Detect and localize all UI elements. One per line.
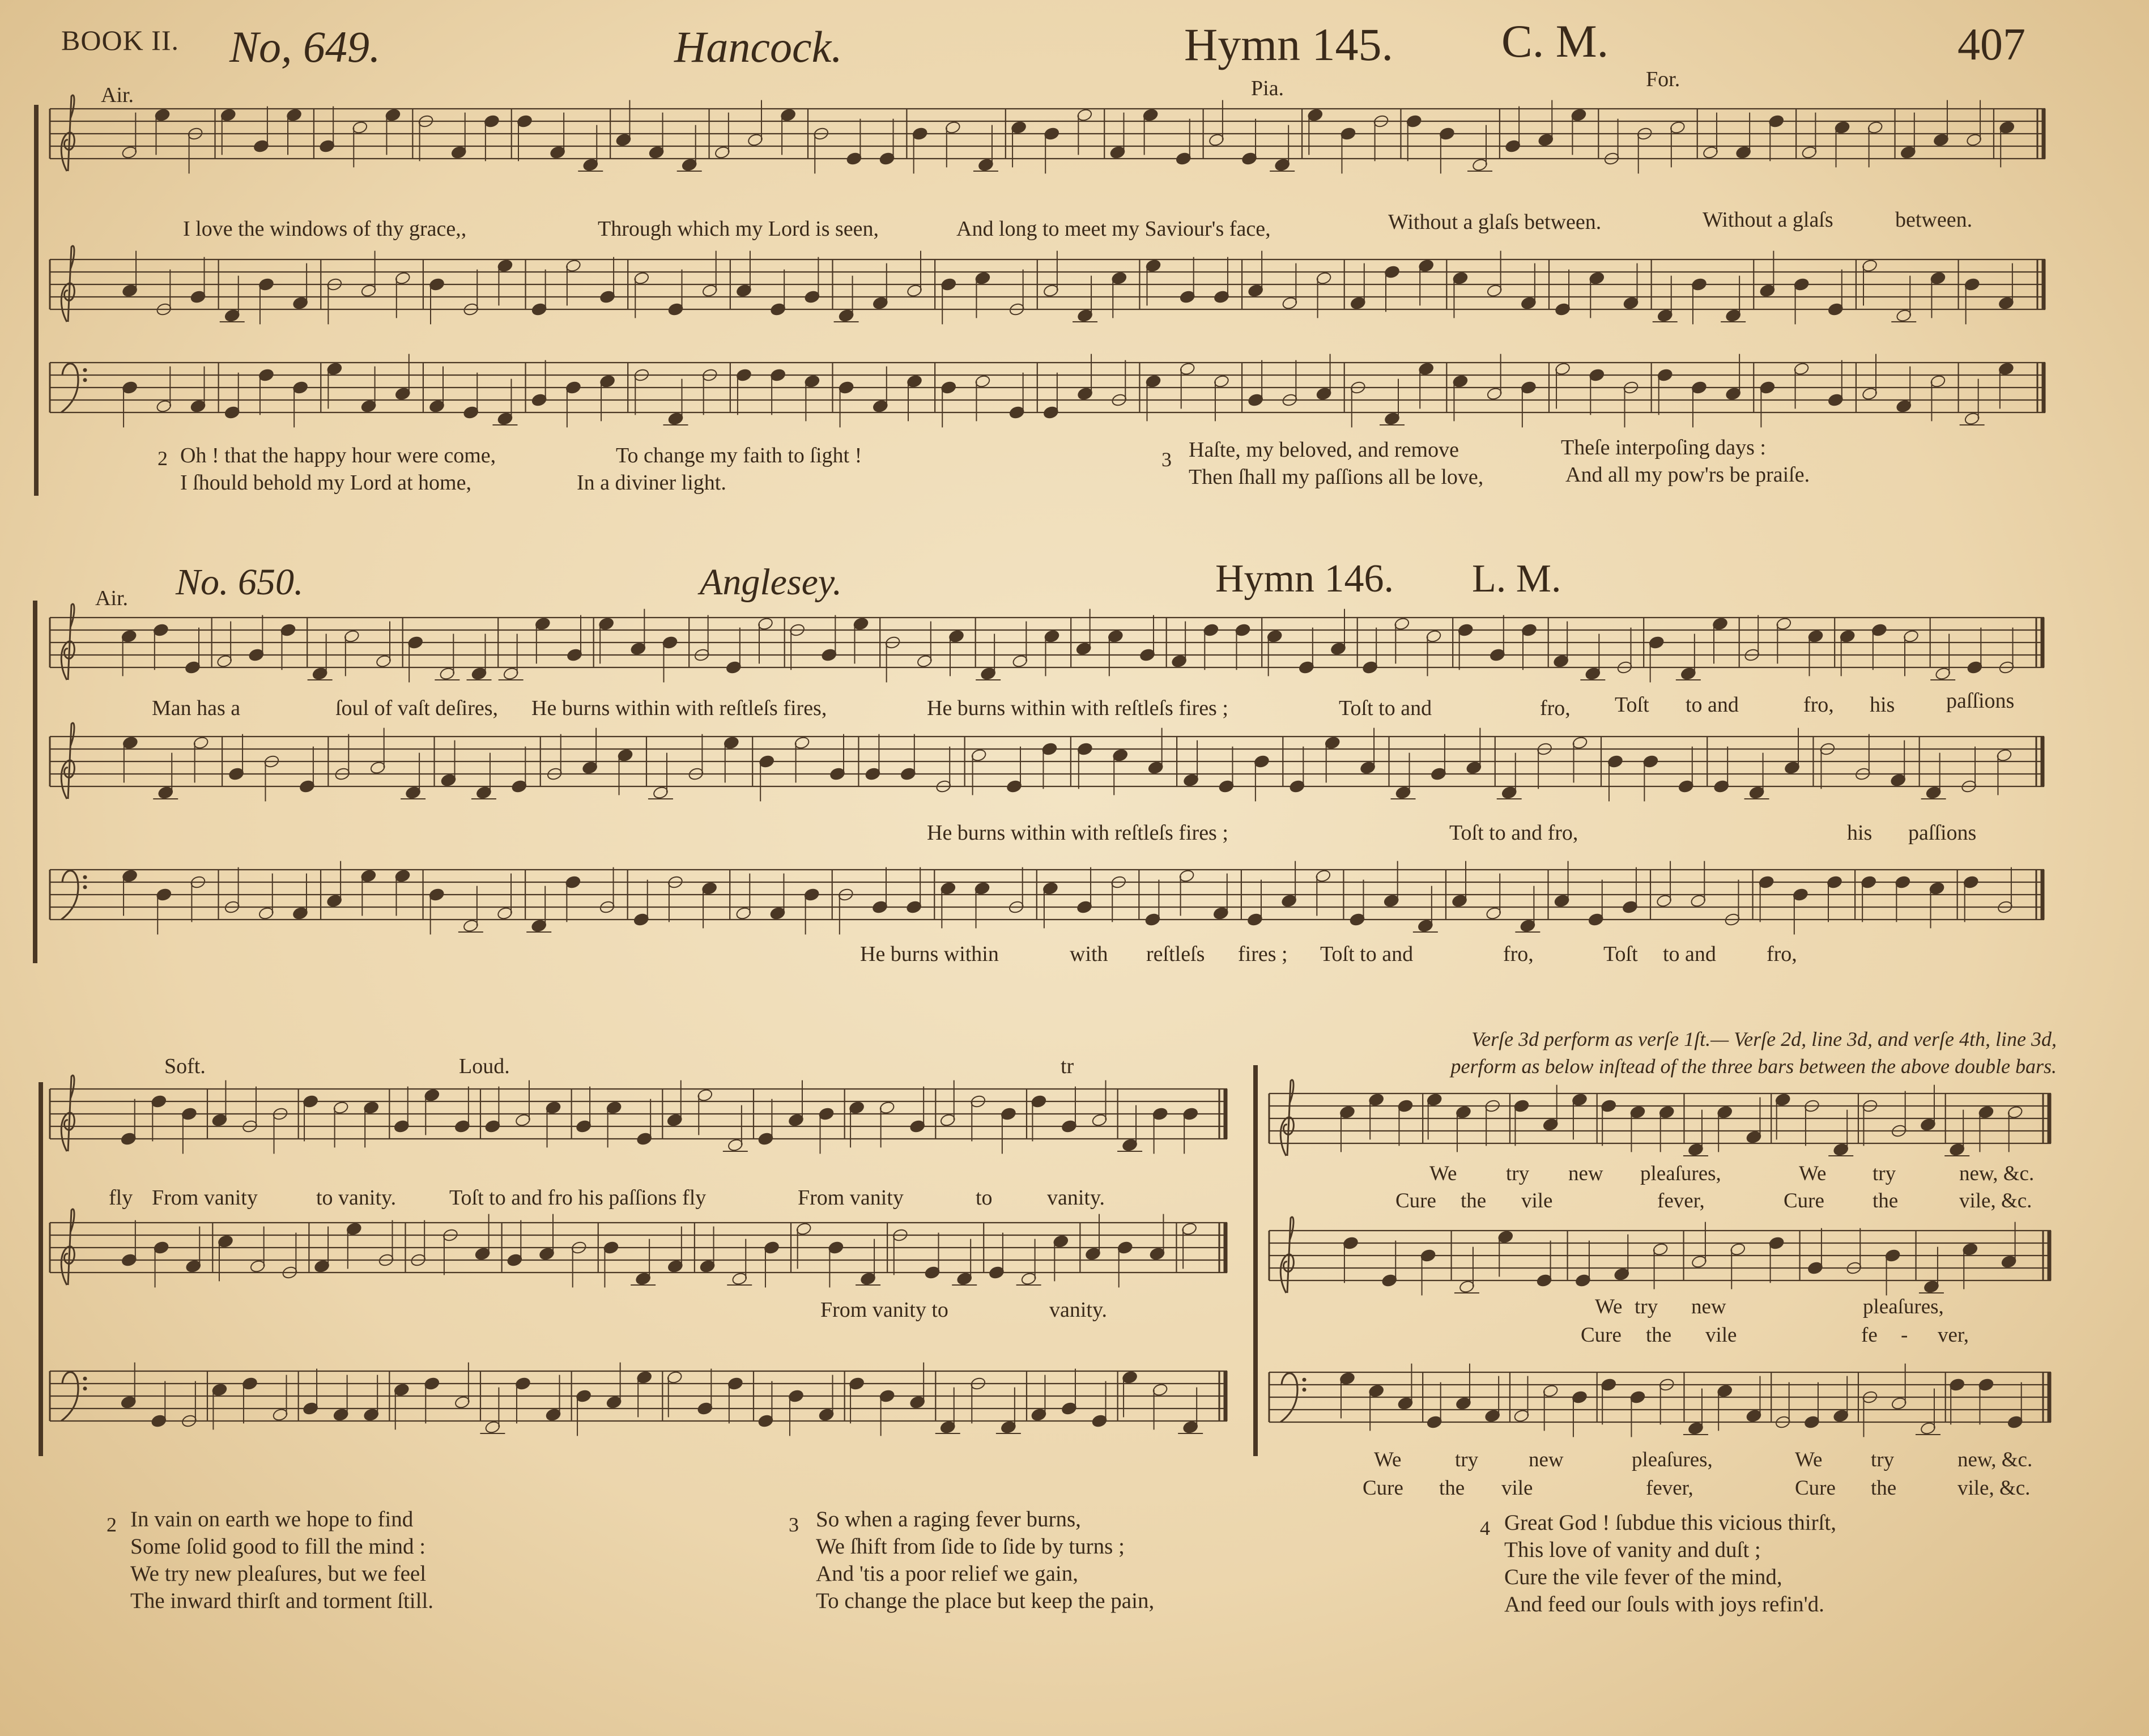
tune-name: Hancock. xyxy=(674,22,842,71)
verse-line: Great God ! ſubdue this vicious thirſt, xyxy=(1504,1511,1836,1535)
lyric: try xyxy=(1873,1162,1896,1185)
lyric: his xyxy=(1870,693,1895,717)
tune-number: No. 650. xyxy=(176,561,304,603)
lyric: to and xyxy=(1686,693,1739,717)
lyric: And long to meet my Saviour's face, xyxy=(956,217,1271,241)
lyric: From vanity xyxy=(152,1186,258,1210)
lyric: fires ; xyxy=(1238,942,1288,966)
lyric: fly xyxy=(109,1186,133,1210)
verse-line: And feed our ſouls with joys refin'd. xyxy=(1504,1592,1824,1616)
lyric: fro, xyxy=(1540,696,1571,720)
lyric: From vanity to xyxy=(820,1298,948,1322)
book-label: BOOK II. xyxy=(61,24,179,56)
lyric: to vanity. xyxy=(316,1186,397,1210)
lyric: vile, &c. xyxy=(1957,1477,2031,1500)
lyric: with xyxy=(1070,942,1108,966)
lyric: ver, xyxy=(1938,1324,1969,1347)
verse-line: In vain on earth we hope to find xyxy=(130,1507,414,1531)
lyric: the xyxy=(1461,1189,1487,1212)
air-mark: Air. xyxy=(95,586,129,610)
verse-line: Oh ! that the happy hour were come, xyxy=(180,444,496,467)
lyric: Toſt xyxy=(1603,942,1638,966)
air-mark: Air. xyxy=(101,83,134,107)
tune-number: No, 649. xyxy=(229,22,381,71)
verse-line: Haſte, my beloved, and remove xyxy=(1189,438,1459,462)
verse-line: We ſhift from ſide to ſide by turns ; xyxy=(816,1534,1125,1559)
lyric: try xyxy=(1455,1448,1479,1471)
lyric: He burns within xyxy=(860,942,999,966)
verse-line: And 'tis a poor relief we gain, xyxy=(816,1561,1078,1586)
lyric: pleaſures, xyxy=(1640,1162,1721,1185)
lyric: his xyxy=(1847,821,1873,845)
lyric: pleaſures, xyxy=(1863,1295,1944,1318)
loud-mark: Loud. xyxy=(459,1054,510,1078)
lyric: fro, xyxy=(1503,942,1534,966)
lyric: From vanity xyxy=(798,1186,904,1210)
lyric: try xyxy=(1635,1295,1658,1318)
verse-line: To change the place but keep the pain, xyxy=(816,1589,1155,1613)
lyric: try xyxy=(1506,1162,1530,1185)
lyric: vanity. xyxy=(1049,1298,1108,1322)
lyric: We xyxy=(1595,1295,1623,1318)
verse-line: Some ſolid good to fill the mind : xyxy=(130,1534,426,1559)
lyric: Man has a xyxy=(152,696,241,720)
verse-line: We try new pleaſures, but we feel xyxy=(130,1561,427,1586)
verse-line: And all my pow'rs be praiſe. xyxy=(1565,463,1810,487)
lyric: the xyxy=(1873,1189,1899,1212)
lyric: Toſt to and fro, xyxy=(1449,821,1578,845)
lyric: Without a glaſs xyxy=(1703,208,1833,232)
hymn-number: Hymn 146. xyxy=(1215,557,1394,601)
lyric: pleaſures, xyxy=(1632,1448,1713,1471)
meter: C. M. xyxy=(1501,15,1609,67)
lyric: I love the windows of thy grace,, xyxy=(183,217,467,241)
verse-line: I ſhould behold my Lord at home, xyxy=(180,471,471,495)
verse-line: To change my faith to ſight ! xyxy=(616,444,862,467)
lyric: vile xyxy=(1521,1189,1553,1212)
lyric: reſtleſs xyxy=(1146,942,1205,966)
lyric: fro, xyxy=(1767,942,1797,966)
lyric: Cure xyxy=(1363,1477,1403,1500)
lyric: fever, xyxy=(1657,1189,1705,1212)
verse-number: 4 xyxy=(1480,1517,1490,1539)
verse-number: 2 xyxy=(158,447,168,470)
verse-line: The inward thirſt and torment ſtill. xyxy=(130,1589,434,1613)
verse-line: In a diviner light. xyxy=(577,471,726,495)
lyric: new, &c. xyxy=(1959,1162,2035,1185)
soft-mark: Soft. xyxy=(164,1054,206,1078)
lyric: Toſt to and xyxy=(1339,696,1432,720)
verse-line: So when a raging fever burns, xyxy=(816,1507,1081,1531)
lyric: paſſions xyxy=(1908,821,1977,845)
lyric: He burns within with reſtleſs fires, xyxy=(531,696,827,720)
lyric: Without a glaſs between. xyxy=(1388,210,1602,234)
lyric: to xyxy=(976,1186,993,1210)
lyric: We xyxy=(1374,1448,1402,1471)
lyric: He burns within with reſtleſs fires ; xyxy=(927,696,1228,720)
lyric: the xyxy=(1871,1477,1897,1500)
lyric: new xyxy=(1529,1448,1564,1471)
lyric: to and xyxy=(1663,942,1716,966)
piano-mark: Pia. xyxy=(1251,76,1284,100)
verse-line: Cure the vile fever of the mind, xyxy=(1504,1565,1782,1589)
lyric: Toſt to and xyxy=(1320,942,1414,966)
verse-number: 3 xyxy=(789,1513,799,1536)
lyric: between. xyxy=(1895,208,1973,232)
performance-instruction: Verſe 3d perform as verſe 1ſt.— Verſe 2d, line 3d, and verſe 4th, line 3d, xyxy=(1471,1028,2057,1050)
lyric: vile, &c. xyxy=(1959,1189,2032,1212)
lyric: Cure xyxy=(1784,1189,1824,1212)
lyric: try xyxy=(1871,1448,1895,1471)
lyric: Toſt xyxy=(1615,693,1649,717)
verse-number: 3 xyxy=(1161,448,1172,471)
lyric: ſoul of vaſt deſires, xyxy=(335,696,499,720)
lyric: the xyxy=(1439,1477,1465,1500)
lyric: paſſions xyxy=(1946,689,2015,713)
meter: L. M. xyxy=(1472,557,1561,601)
hymn-number: Hymn 145. xyxy=(1184,19,1393,70)
lyric: fever, xyxy=(1646,1477,1693,1500)
verse-line: Theſe interpoſing days : xyxy=(1561,436,1766,459)
lyric: Through which my Lord is seen, xyxy=(598,217,879,241)
lyric: Cure xyxy=(1795,1477,1836,1500)
lyric: vile xyxy=(1705,1324,1737,1347)
lyric: Cure xyxy=(1395,1189,1436,1212)
verse-line: Then ſhall my paſſions all be love, xyxy=(1189,465,1484,489)
lyric: Toſt to and fro his paſſions fly xyxy=(449,1186,707,1210)
verse-number: 2 xyxy=(107,1513,117,1536)
lyric: new xyxy=(1691,1295,1726,1318)
tune-name: Anglesey. xyxy=(700,561,842,603)
lyric: vanity. xyxy=(1047,1186,1105,1210)
page-number: 407 xyxy=(1957,20,2025,70)
lyric: We xyxy=(1429,1162,1457,1185)
lyric: We xyxy=(1795,1448,1823,1471)
forte-mark: For. xyxy=(1646,67,1680,91)
lyric: vile xyxy=(1501,1477,1533,1500)
lyric: Cure xyxy=(1581,1324,1622,1347)
lyric: He burns within with reſtleſs fires ; xyxy=(927,821,1228,845)
lyric: fro, xyxy=(1803,693,1834,717)
trill-mark: tr xyxy=(1061,1054,1074,1078)
lyric: the xyxy=(1646,1324,1672,1347)
lyric: new xyxy=(1568,1162,1603,1185)
lyric: We xyxy=(1799,1162,1827,1185)
lyric: fe xyxy=(1861,1324,1878,1347)
verse-line: This love of vanity and duſt ; xyxy=(1504,1538,1761,1562)
performance-instruction: perform as below inſtead of the three bars between the above double bars. xyxy=(1450,1055,2057,1078)
lyric: new, &c. xyxy=(1957,1448,2033,1471)
lyric: - xyxy=(1901,1324,1908,1347)
